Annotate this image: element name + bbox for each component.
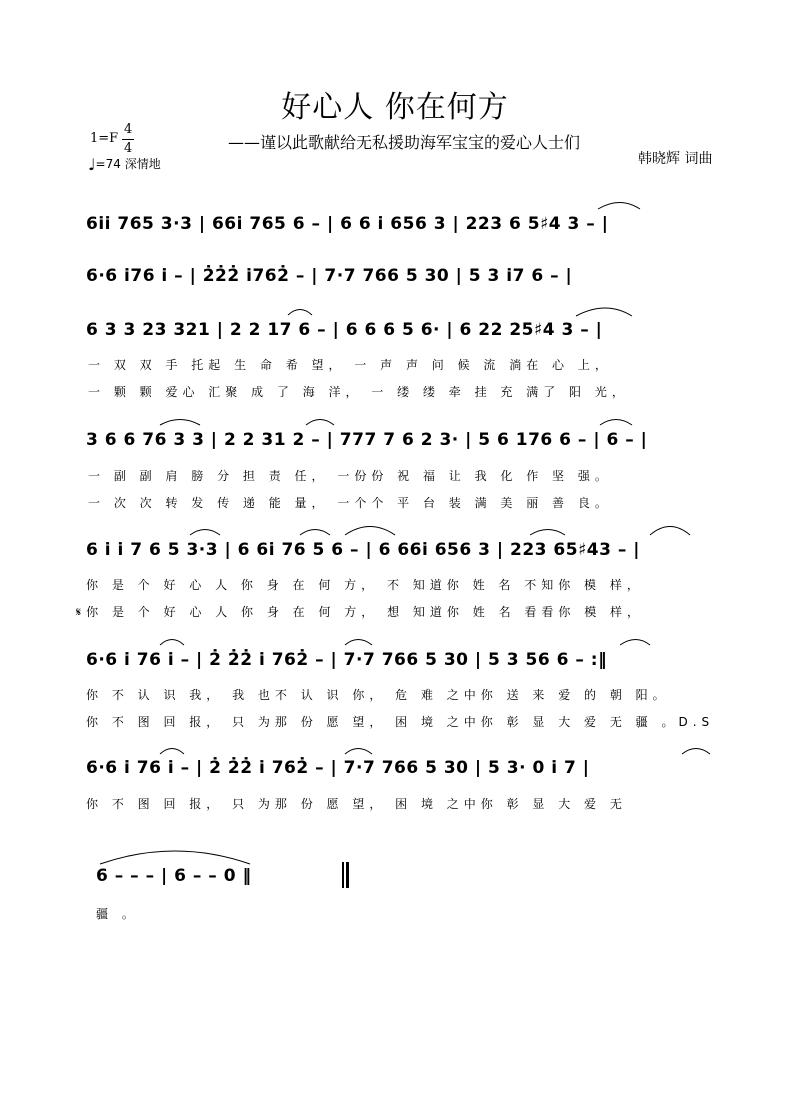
notation-line-4: 3 6 6 76 3 3 | 2 2 31 2 – | 777 7 6 2 3· | 5 6 176 6 – | 6 – | xyxy=(86,430,648,450)
tempo-value: =74 xyxy=(95,157,121,171)
lyric-line-3-verse-2: 一 颗 颗 爱心 汇聚 成 了 海 洋， 一 缕 缕 牵 挂 充 满了 阳 光， xyxy=(88,385,629,399)
slur xyxy=(345,640,372,646)
time-signature-bottom: 4 xyxy=(124,141,133,156)
time-signature-top: 4 xyxy=(124,122,133,137)
lyric-line-4-verse-2: 一 次 次 转 发 传 递 能 量， 一个个 平 台 装 满 美 丽 善 良。 xyxy=(88,496,612,510)
song-title: 好心人 你在何方 xyxy=(281,90,509,125)
tempo-marking xyxy=(88,155,161,174)
lyric-line-5-verse-1: 你 是 个 好 心 人 你 身 在 何 方， 不 知道你 姓 名 不知你 模 样， xyxy=(86,578,644,592)
notation-line-5: 6 i̇ i̇ 7 6 5 3·3 | 6 6i̇ 76 5 6 – | 6 66i̇ 656 3 | 223 65♯43 – | xyxy=(86,540,640,560)
lyric-line-6-verse-1: 你 不 认 识 我， 我 也不 认 识 你， 危 难 之中你 送 来 爱 的 朝 阳。 xyxy=(86,688,670,702)
quarter-note-icon: ♩ xyxy=(88,155,96,174)
slur xyxy=(160,640,184,646)
lyric-line-5-verse-2: 𝄋你 是 个 好 心 人 你 身 在 何 方， 想 知道你 姓 名 看看你 模 样， xyxy=(76,605,645,619)
key-signature: 1=F xyxy=(90,131,119,146)
slur xyxy=(100,851,250,864)
slur xyxy=(288,310,312,316)
notation-line-8: 6 – – – | 6 – – 0 ‖ xyxy=(96,866,252,886)
slur xyxy=(598,203,640,210)
lyric-line-6-verse-2: 你 不 图 回 报， 只 为那 份 愿 望， 困 境 之中你 彰 显 大 爱 无 疆 。D.S xyxy=(86,715,715,729)
slur xyxy=(345,527,395,536)
notation-line-2: 6·6 i̇76 i̇ – | 2̇2̇2̇ i̇762̇ – | 7·7 766 5 30 | 5 3 i̇7 6 – | xyxy=(86,266,573,286)
final-bar-thin xyxy=(342,862,344,888)
author-credit: 韩晓辉 词曲 xyxy=(638,151,713,167)
slur xyxy=(190,530,220,536)
slur xyxy=(650,527,690,536)
final-bar-thick xyxy=(346,862,349,888)
slur xyxy=(160,420,200,426)
notation-line-7: 6·6 i̇ 76 i̇ – | 2̇ 2̇2̇ i̇ 762̇ – | 7·7 766 5 30 | 5 3· 0 i̇ 7 | xyxy=(86,758,590,778)
lyric-line-7: 你 不 图 回 报， 只 为那 份 愿 望， 困 境 之中你 彰 显 大 爱 无 xyxy=(86,797,627,811)
slur xyxy=(600,420,632,426)
lyric-line-8: 疆 。 xyxy=(96,907,139,921)
slur xyxy=(300,530,330,536)
slur xyxy=(682,749,710,755)
song-subtitle: ——谨以此歌献给无私援助海军宝宝的爱心人士们 xyxy=(228,133,581,152)
slur xyxy=(306,420,334,426)
slur xyxy=(530,530,565,536)
slur xyxy=(620,640,650,646)
notation-line-1: 6i̇i̇ 765 3·3 | 66i̇ 765 6 – | 6 6 i̇ 656 3 | 223 6 5♯4 3 – | xyxy=(86,214,609,234)
slur xyxy=(160,749,184,755)
lyric-line-3-verse-1: 一 双 双 手 托起 生 命 希 望， 一 声 声 问 候 流 淌在 心 上， xyxy=(88,358,612,372)
expression-mark: 深情地 xyxy=(124,157,161,171)
slur xyxy=(345,749,372,755)
notation-line-3: 6 3 3 23 321 | 2 2 17 6 – | 6 6 6 5 6· | 6 22 25♯4 3 – | xyxy=(86,320,603,340)
slur xyxy=(576,308,632,316)
lyric-line-4-verse-1: 一 副 副 肩 膀 分 担 责 任， 一份份 祝 福 让 我 化 作 坚 强。 xyxy=(88,469,612,483)
time-signature-divider xyxy=(122,139,134,140)
notation-line-6: 6·6 i̇ 76 i̇ – | 2̇ 2̇2̇ i̇ 762̇ – | 7·7 766 5 30 | 5 3 56 6 – :‖ xyxy=(86,650,608,670)
